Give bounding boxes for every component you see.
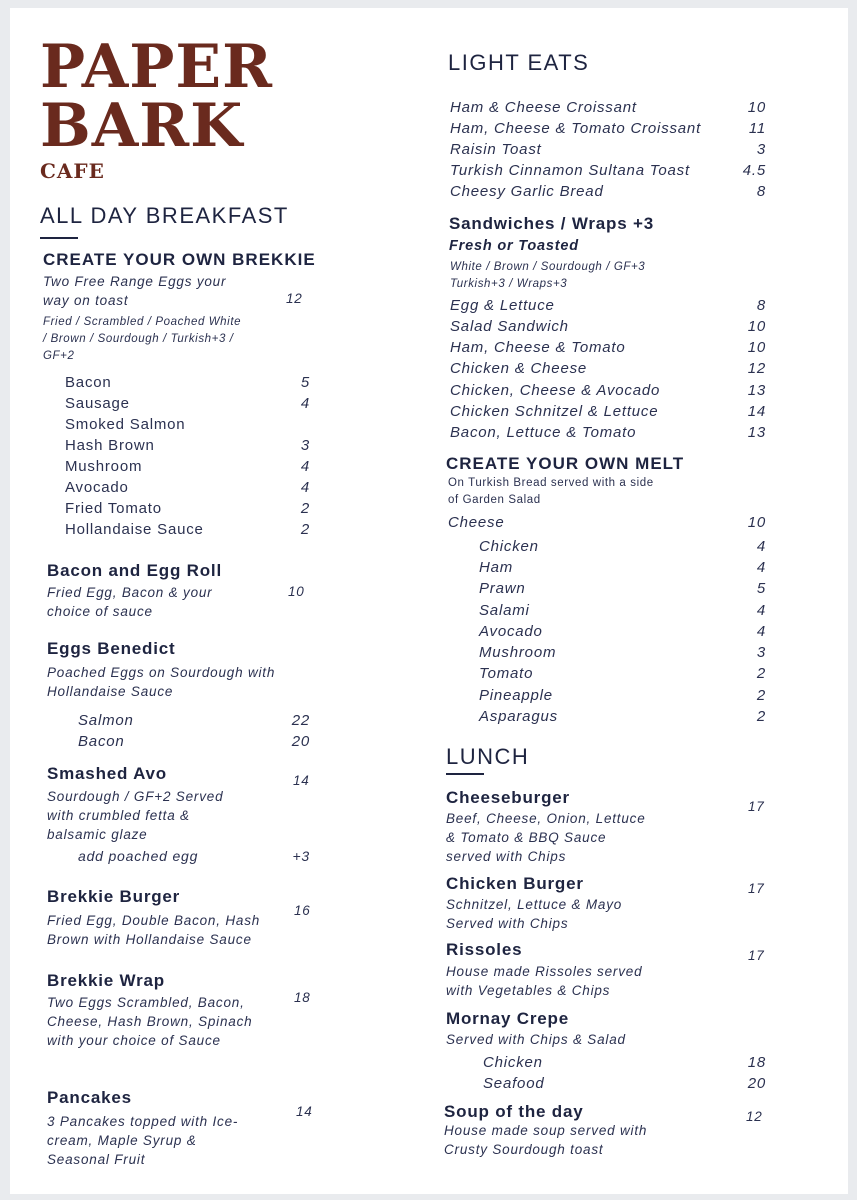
light-eats-heading: LIGHT EATS — [448, 50, 590, 75]
pancakes-price: 14 — [296, 1104, 313, 1119]
list-item: Sausage 4 — [65, 395, 310, 412]
cheeseburger-title: Cheeseburger — [446, 788, 570, 807]
smashed-avo-desc: Sourdough / GF+2 Served with crumbled fetta & balsamic glaze — [47, 789, 224, 842]
list-item: Bacon, Lettuce & Tomato 13 — [450, 424, 766, 441]
list-item: Ham & Cheese Croissant 10 — [450, 99, 766, 116]
cheeseburger-price: 17 — [748, 799, 765, 814]
logo-line-3: CAFE — [40, 158, 105, 183]
mornay-desc: Served with Chips & Salad — [446, 1032, 626, 1047]
smashed-avo-price: 14 — [293, 773, 310, 788]
brekkie-wrap-price: 18 — [294, 990, 311, 1005]
sandwiches-title: Sandwiches / Wraps +3 — [449, 214, 654, 233]
list-item: Bacon 5 — [65, 374, 310, 391]
brekkie-burger-title: Brekkie Burger — [47, 887, 181, 906]
list-item: Chicken 18 — [483, 1054, 766, 1071]
list-item: Pineapple 2 — [479, 687, 766, 704]
rissoles-title: Rissoles — [446, 940, 523, 959]
rissoles-price: 17 — [748, 948, 765, 963]
list-item: Prawn 5 — [479, 580, 766, 597]
list-item: Mushroom 3 — [479, 644, 766, 661]
list-item: Ham, Cheese & Tomato 10 — [450, 339, 766, 356]
soup-price: 12 — [746, 1109, 763, 1124]
list-item: Fried Tomato 2 — [65, 500, 310, 517]
rissoles-desc: House made Rissoles served with Vegetables & Chips — [446, 964, 643, 998]
pancakes-title: Pancakes — [47, 1088, 132, 1107]
lunch-heading: LUNCH — [446, 744, 530, 769]
brekkie-burger-price: 16 — [294, 903, 311, 918]
melt-title: CREATE YOUR OWN MELT — [446, 454, 685, 473]
list-item: Cheesy Garlic Bread 8 — [450, 183, 766, 200]
create-brekkie-desc: Two Free Range Eggs your way on toast — [43, 274, 227, 308]
list-item: Egg & Lettuce 8 — [450, 297, 766, 314]
list-item: Avocado 4 — [65, 479, 310, 496]
list-item: Salami 4 — [479, 602, 766, 619]
create-brekkie-price: 12 — [286, 291, 303, 306]
list-item: Hollandaise Sauce 2 — [65, 521, 310, 538]
smashed-avo-title: Smashed Avo — [47, 764, 167, 783]
list-item: add poached egg +3 — [78, 848, 310, 864]
sandwiches-subtitle: Fresh or Toasted — [449, 238, 579, 254]
brekkie-burger-desc: Fried Egg, Double Bacon, Hash Brown with Hollandaise Sauce — [47, 913, 261, 947]
soup-title: Soup of the day — [444, 1102, 584, 1121]
create-brekkie-options: Fried / Scrambled / Poached White / Brown / Sourdough / Turkish+3 / GF+2 — [43, 316, 242, 362]
list-item: Bacon 20 — [78, 733, 310, 750]
pancakes-desc: 3 Pancakes topped with Ice-cream, Maple Syrup & Seasonal Fruit — [47, 1114, 239, 1167]
heading-underline — [40, 237, 78, 239]
eggs-benedict-desc: Poached Eggs on Sourdough with Hollandaise Sauce — [47, 665, 276, 699]
brekkie-wrap-desc: Two Eggs Scrambled, Bacon, Cheese, Hash Brown, Spinach with your choice of Sauce — [47, 995, 253, 1048]
list-item: Asparagus 2 — [479, 708, 766, 725]
bacon-egg-roll-title: Bacon and Egg Roll — [47, 561, 222, 580]
chicken-burger-desc: Schnitzel, Lettuce & Mayo Served with Chips — [446, 897, 623, 931]
logo-line-1: PAPER — [40, 32, 274, 102]
breakfast-heading: ALL DAY BREAKFAST — [40, 203, 289, 228]
list-item: Ham, Cheese & Tomato Croissant 11 — [450, 120, 766, 137]
sandwiches-options: White / Brown / Sourdough / GF+3 Turkish+3 / Wraps+3 — [450, 261, 646, 290]
eggs-benedict-title: Eggs Benedict — [47, 639, 176, 658]
list-item: Salmon 22 — [78, 712, 310, 729]
list-item: Turkish Cinnamon Sultana Toast 4.5 — [450, 162, 766, 179]
chicken-burger-price: 17 — [748, 881, 765, 896]
mornay-title: Mornay Crepe — [446, 1009, 569, 1028]
heading-underline — [446, 773, 484, 775]
list-item: Mushroom 4 — [65, 458, 310, 475]
list-item: Salad Sandwich 10 — [450, 318, 766, 335]
menu-page — [10, 8, 848, 1194]
cafe-logo — [40, 32, 274, 183]
list-item: Seafood 20 — [483, 1075, 766, 1092]
list-item: Hash Brown 3 — [65, 437, 310, 454]
list-item: Avocado 4 — [479, 623, 766, 640]
list-item: Smoked Salmon — [65, 416, 186, 433]
logo-line-2: BARK — [40, 90, 244, 161]
bacon-egg-roll-price: 10 — [288, 584, 305, 599]
list-item: Raisin Toast 3 — [450, 141, 766, 158]
melt-desc: On Turkish Bread served with a side of Garden Salad — [448, 477, 654, 506]
list-item: Ham 4 — [479, 559, 766, 576]
create-brekkie-title: CREATE YOUR OWN BREKKIE — [43, 250, 316, 269]
list-item: Chicken & Cheese 12 — [450, 360, 766, 377]
list-item: Chicken 4 — [479, 538, 766, 555]
list-item: Cheese 10 — [448, 514, 766, 531]
list-item: Chicken Schnitzel & Lettuce 14 — [450, 403, 766, 420]
soup-desc: House made soup served with Crusty Sourdough toast — [444, 1123, 648, 1157]
cheeseburger-desc: Beef, Cheese, Onion, Lettuce & Tomato & BBQ Sauce served with Chips — [446, 811, 646, 864]
brekkie-wrap-title: Brekkie Wrap — [47, 971, 165, 990]
list-item: Tomato 2 — [479, 665, 766, 682]
bacon-egg-roll-desc: Fried Egg, Bacon & your choice of sauce — [47, 585, 213, 619]
chicken-burger-title: Chicken Burger — [446, 874, 584, 893]
list-item: Chicken, Cheese & Avocado 13 — [450, 382, 766, 399]
